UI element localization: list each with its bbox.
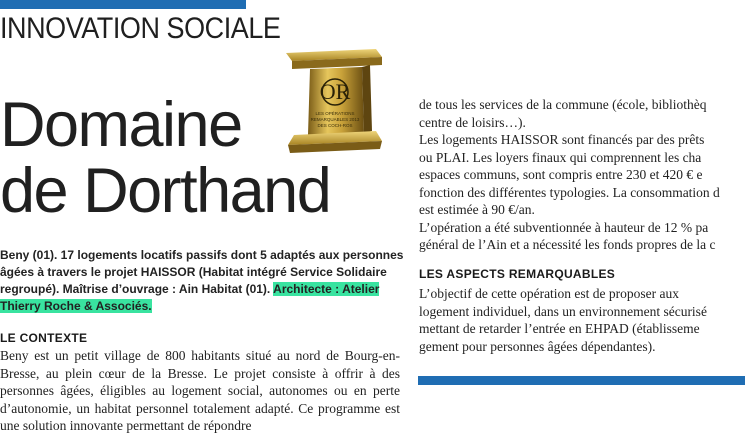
lead-text: Beny (01). 17 logements locatifs passifs dont 5 adaptés aux personnes âgées à travers le projet HAISSOR (Habitat intégré Service Solidaire regroupé). Maîtrise d’ouvrage : Ain Habitat (01).	[0, 248, 404, 296]
architect-credit: Architecte : Atelier Thierry Roche & Associés.	[0, 282, 380, 313]
lead-paragraph	[0, 247, 410, 315]
text-line: centre de loisirs…).	[419, 114, 526, 130]
trophy-monogram: OR	[319, 79, 351, 104]
right-column	[419, 96, 745, 355]
aspects-heading: LES ASPECTS REMARQUABLES	[419, 266, 616, 281]
svg-text:DES COCH-ROS: DES COCH-ROS	[317, 123, 353, 128]
bottom-accent-bar	[418, 376, 745, 385]
title-line-1: Domaine	[0, 90, 242, 160]
svg-text:LES OPÉRATIONS: LES OPÉRATIONS	[315, 111, 355, 116]
svg-text:REMARQUABLES 2013: REMARQUABLES 2013	[310, 117, 360, 122]
text-line: fonction des différentes typologies. La consommation d	[419, 184, 720, 200]
text-line: espaces communs, sont compris entre 230 et 420 € e	[419, 167, 703, 182]
text-line: ou PLAI. Les loyers finaux qui comprennent les cha	[419, 149, 702, 165]
text-line: L’objectif de cette opération est de proposer aux	[419, 286, 680, 301]
text-line: de tous les services de la commune (école, bibliothèq	[419, 97, 707, 112]
section-label: INNOVATION SOCIALE	[0, 12, 281, 45]
top-accent-bar	[0, 0, 246, 9]
contexte-heading: LE CONTEXTE	[0, 331, 88, 345]
text-line: Les logements HAISSOR sont financés par des prêts	[419, 132, 705, 147]
text-line: L’opération a été subventionnée à hauteur de 12 % pa	[419, 219, 709, 235]
title-line-2: de Dorthand	[0, 156, 331, 226]
contexte-body: Beny est un petit village de 800 habitants situé au nord de Bourg-en-Bresse, au plein cœur de la Bresse. Le projet consiste à offrir à des personnes âgées, éligibles au logement social, autonomes ou en perte d’autonomie, un habitat personnel totalement adapté. Ce programme est une solution innovante permettant de répondre	[0, 348, 400, 433]
right-column-text-1	[419, 96, 745, 254]
right-column-text-2	[419, 285, 745, 355]
award-trophy-image	[284, 47, 384, 155]
text-line: gement pour personnes âgées dépendantes).	[419, 338, 656, 354]
article-title	[0, 92, 330, 224]
text-line: est estimée à 90 €/an.	[419, 202, 535, 217]
text-line: général de l’Ain et a nécessité les fonds propres de la c	[419, 237, 716, 252]
text-line: mettant de retarder l’entrée en EHPAD (établisseme	[419, 321, 700, 336]
text-line: logement individuel, dans un environnement sécurisé	[419, 303, 707, 319]
